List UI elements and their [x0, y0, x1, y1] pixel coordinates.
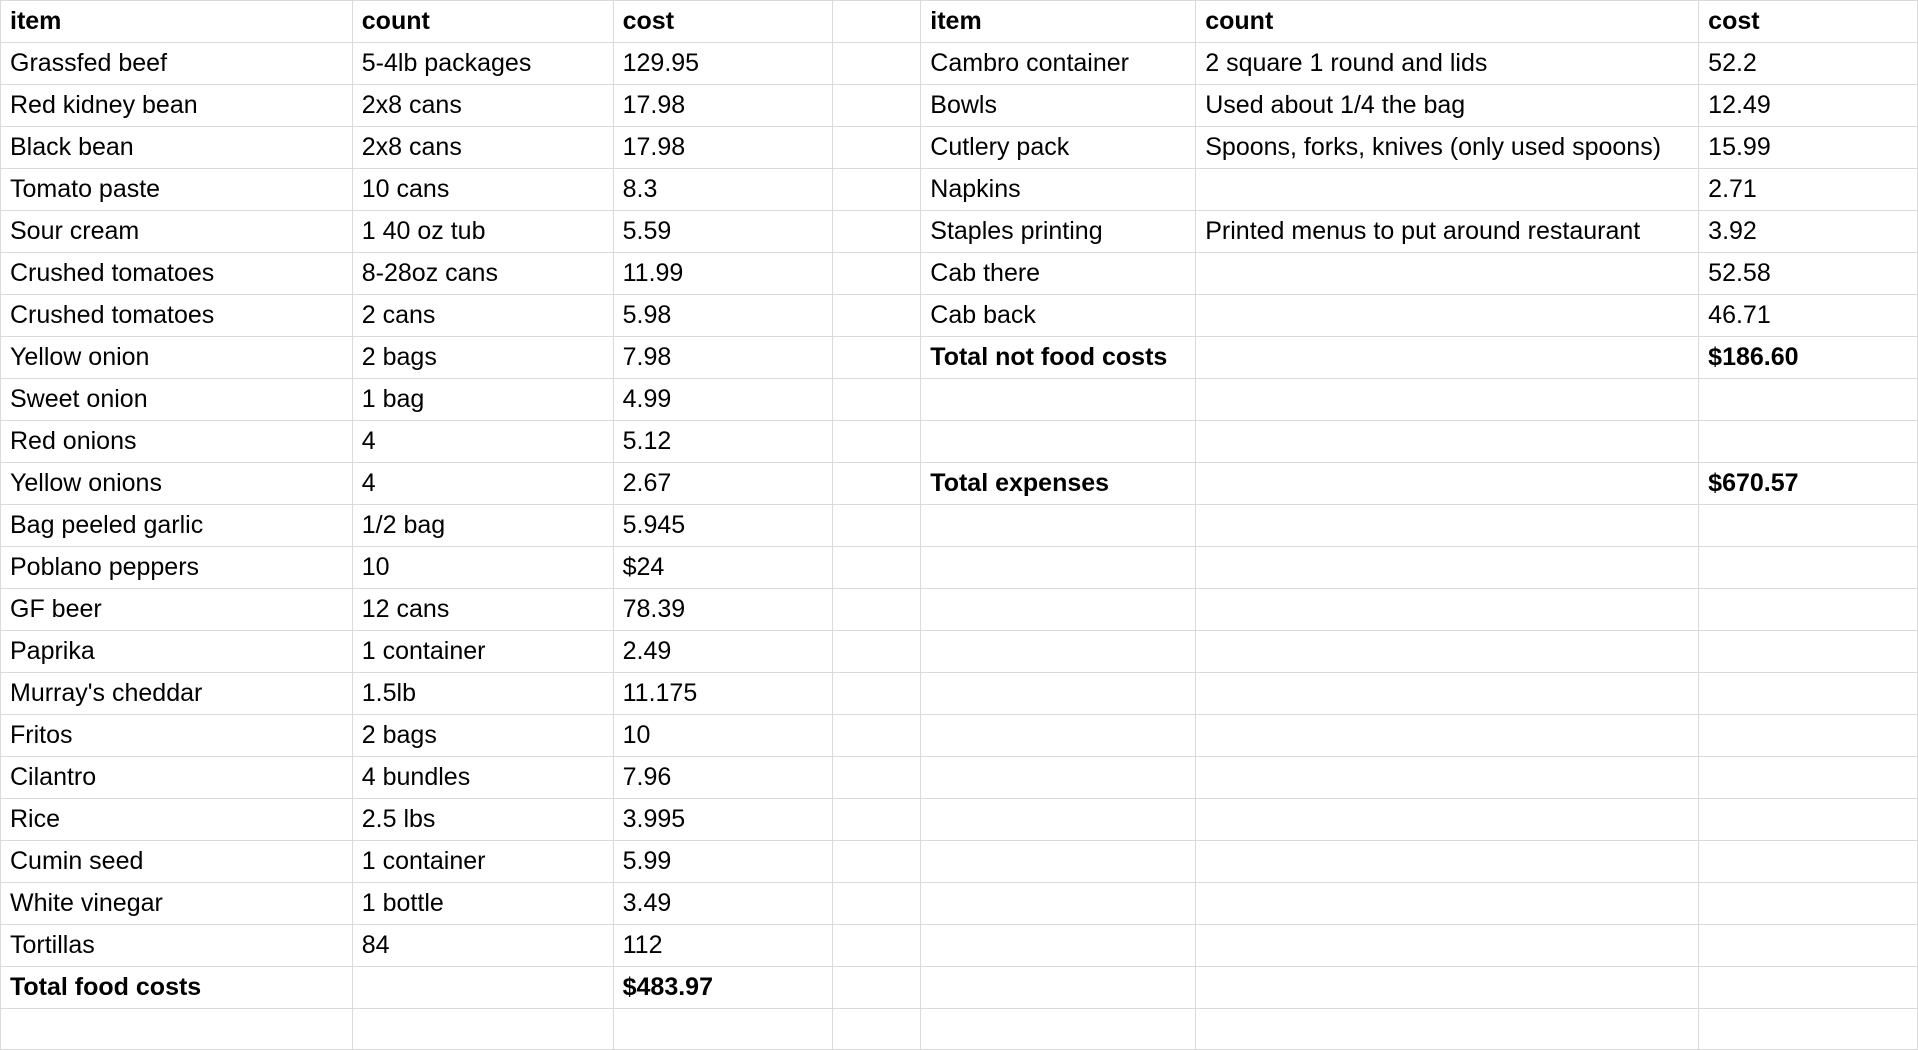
- cell-spacer[interactable]: [833, 757, 921, 799]
- table-row: [1, 43, 1918, 85]
- cell-nonfood-item[interactable]: [921, 1009, 1196, 1050]
- cell-food-count[interactable]: 4: [352, 421, 613, 463]
- table-row: [1, 589, 1918, 631]
- cell-food-item[interactable]: Crushed tomatoes: [1, 253, 353, 295]
- cell-food-count[interactable]: 2 bags: [352, 715, 613, 757]
- cell-nonfood-count[interactable]: [1196, 673, 1699, 715]
- cell-food-count[interactable]: 4 bundles: [352, 757, 613, 799]
- cell-spacer[interactable]: [833, 295, 921, 337]
- cell-spacer[interactable]: [833, 715, 921, 757]
- cell-food-item[interactable]: Black bean: [1, 127, 353, 169]
- cell-nonfood-count[interactable]: [1196, 337, 1699, 379]
- grid-body: [1, 1, 1918, 1050]
- cell-spacer[interactable]: [833, 1009, 921, 1050]
- cell-food-count[interactable]: 8-28oz cans: [352, 253, 613, 295]
- cell-food-cost[interactable]: 11.99: [613, 253, 833, 295]
- cell-nonfood-item[interactable]: [921, 883, 1196, 925]
- cell-nonfood-cost[interactable]: 52.2: [1699, 43, 1918, 85]
- cell-nonfood-cost[interactable]: 46.71: [1699, 295, 1918, 337]
- cell-spacer[interactable]: [833, 127, 921, 169]
- cell-nonfood-item[interactable]: [921, 967, 1196, 1009]
- cell-food-item[interactable]: Crushed tomatoes: [1, 295, 353, 337]
- cell-nonfood-cost[interactable]: [1699, 925, 1918, 967]
- cell-nonfood-item[interactable]: Total not food costs: [921, 337, 1196, 379]
- cell-nonfood-item[interactable]: Cambro container: [921, 43, 1196, 85]
- cell-food-item[interactable]: Fritos: [1, 715, 353, 757]
- cell-nonfood-count[interactable]: [1196, 841, 1699, 883]
- cell-nonfood-cost[interactable]: [1699, 673, 1918, 715]
- table-row: [1, 925, 1918, 967]
- table-row: [1, 505, 1918, 547]
- cell-food-item[interactable]: White vinegar: [1, 883, 353, 925]
- cell-food-cost[interactable]: 129.95: [613, 43, 833, 85]
- cell-nonfood-count[interactable]: count: [1196, 1, 1699, 43]
- cell-nonfood-count[interactable]: [1196, 631, 1699, 673]
- table-row: [1, 253, 1918, 295]
- cell-nonfood-count[interactable]: [1196, 589, 1699, 631]
- cell-nonfood-item[interactable]: [921, 715, 1196, 757]
- cell-nonfood-count[interactable]: [1196, 883, 1699, 925]
- cell-food-item[interactable]: Red onions: [1, 421, 353, 463]
- cell-food-cost[interactable]: [613, 1009, 833, 1050]
- cell-nonfood-item[interactable]: [921, 631, 1196, 673]
- cell-nonfood-item[interactable]: [921, 925, 1196, 967]
- table-row: [1, 1009, 1918, 1050]
- cell-food-count[interactable]: 1.5lb: [352, 673, 613, 715]
- cell-food-cost[interactable]: 5.945: [613, 505, 833, 547]
- table-row: [1, 883, 1918, 925]
- cell-food-item[interactable]: Sour cream: [1, 211, 353, 253]
- cell-food-cost[interactable]: 5.98: [613, 295, 833, 337]
- cell-nonfood-cost[interactable]: 15.99: [1699, 127, 1918, 169]
- cell-nonfood-item[interactable]: [921, 379, 1196, 421]
- cell-food-count[interactable]: [352, 967, 613, 1009]
- cell-food-item[interactable]: Yellow onions: [1, 463, 353, 505]
- cell-food-count[interactable]: 5-4lb packages: [352, 43, 613, 85]
- cell-nonfood-cost[interactable]: cost: [1699, 1, 1918, 43]
- cell-spacer[interactable]: [833, 85, 921, 127]
- cell-nonfood-cost[interactable]: [1699, 967, 1918, 1009]
- table-row: [1, 211, 1918, 253]
- cell-food-count[interactable]: 12 cans: [352, 589, 613, 631]
- table-row: [1, 673, 1918, 715]
- cell-food-count[interactable]: 1 40 oz tub: [352, 211, 613, 253]
- cell-nonfood-item[interactable]: [921, 799, 1196, 841]
- cell-food-count[interactable]: 10: [352, 547, 613, 589]
- cell-food-item[interactable]: [1, 1009, 353, 1050]
- cell-food-cost[interactable]: $483.97: [613, 967, 833, 1009]
- cell-spacer[interactable]: [833, 967, 921, 1009]
- cell-food-count[interactable]: 1 container: [352, 631, 613, 673]
- cell-nonfood-item[interactable]: item: [921, 1, 1196, 43]
- cell-food-cost[interactable]: 8.3: [613, 169, 833, 211]
- cell-nonfood-item[interactable]: Bowls: [921, 85, 1196, 127]
- cell-nonfood-item[interactable]: [921, 505, 1196, 547]
- cell-nonfood-item[interactable]: [921, 757, 1196, 799]
- cell-spacer[interactable]: [833, 379, 921, 421]
- cell-nonfood-cost[interactable]: [1699, 841, 1918, 883]
- cell-nonfood-item[interactable]: [921, 421, 1196, 463]
- cell-nonfood-item[interactable]: [921, 547, 1196, 589]
- cell-food-cost[interactable]: 17.98: [613, 85, 833, 127]
- table-row: [1, 85, 1918, 127]
- cell-food-count[interactable]: 1 bag: [352, 379, 613, 421]
- cell-nonfood-cost[interactable]: $670.57: [1699, 463, 1918, 505]
- cell-food-item[interactable]: Grassfed beef: [1, 43, 353, 85]
- cell-nonfood-cost[interactable]: [1699, 547, 1918, 589]
- cell-spacer[interactable]: [833, 883, 921, 925]
- cell-food-count[interactable]: 2 bags: [352, 337, 613, 379]
- table-row: [1, 631, 1918, 673]
- cell-nonfood-cost[interactable]: [1699, 631, 1918, 673]
- cell-nonfood-count[interactable]: [1196, 379, 1699, 421]
- table-row: [1, 379, 1918, 421]
- cell-food-count[interactable]: 2.5 lbs: [352, 799, 613, 841]
- cell-food-item[interactable]: Poblano peppers: [1, 547, 353, 589]
- cell-food-cost[interactable]: 112: [613, 925, 833, 967]
- cell-nonfood-cost[interactable]: [1699, 589, 1918, 631]
- cell-food-item[interactable]: Cilantro: [1, 757, 353, 799]
- cell-nonfood-item[interactable]: Total expenses: [921, 463, 1196, 505]
- cell-nonfood-cost[interactable]: 3.92: [1699, 211, 1918, 253]
- cell-nonfood-count[interactable]: [1196, 505, 1699, 547]
- cell-nonfood-count[interactable]: [1196, 1009, 1699, 1050]
- cell-spacer[interactable]: [833, 169, 921, 211]
- cell-food-count[interactable]: 1 bottle: [352, 883, 613, 925]
- table-row: [1, 547, 1918, 589]
- cell-nonfood-count[interactable]: [1196, 967, 1699, 1009]
- table-row: [1, 757, 1918, 799]
- cell-food-item[interactable]: Murray's cheddar: [1, 673, 353, 715]
- cell-nonfood-count[interactable]: [1196, 757, 1699, 799]
- cell-nonfood-cost[interactable]: [1699, 883, 1918, 925]
- cell-food-cost[interactable]: 3.49: [613, 883, 833, 925]
- cell-food-cost[interactable]: 4.99: [613, 379, 833, 421]
- cell-food-count[interactable]: 4: [352, 463, 613, 505]
- table-row: [1, 421, 1918, 463]
- cell-nonfood-cost[interactable]: [1699, 505, 1918, 547]
- cell-nonfood-cost[interactable]: 2.71: [1699, 169, 1918, 211]
- cell-nonfood-cost[interactable]: [1699, 1009, 1918, 1050]
- cell-food-cost[interactable]: 78.39: [613, 589, 833, 631]
- cell-nonfood-count[interactable]: Used about 1/4 the bag: [1196, 85, 1699, 127]
- cell-food-cost[interactable]: 5.99: [613, 841, 833, 883]
- table-row: [1, 463, 1918, 505]
- cell-nonfood-count[interactable]: [1196, 799, 1699, 841]
- cell-nonfood-item[interactable]: Cutlery pack: [921, 127, 1196, 169]
- cell-food-item[interactable]: Tomato paste: [1, 169, 353, 211]
- header-row: [1, 1, 1918, 43]
- cell-food-item[interactable]: Total food costs: [1, 967, 353, 1009]
- table-row: [1, 799, 1918, 841]
- table-row: [1, 715, 1918, 757]
- cell-nonfood-item[interactable]: [921, 673, 1196, 715]
- cell-nonfood-cost[interactable]: [1699, 421, 1918, 463]
- cell-food-cost[interactable]: 2.49: [613, 631, 833, 673]
- cell-food-cost[interactable]: 11.175: [613, 673, 833, 715]
- cell-nonfood-cost[interactable]: [1699, 757, 1918, 799]
- cell-nonfood-cost[interactable]: [1699, 379, 1918, 421]
- cell-nonfood-cost[interactable]: [1699, 799, 1918, 841]
- cell-nonfood-cost[interactable]: 12.49: [1699, 85, 1918, 127]
- cell-spacer[interactable]: [833, 631, 921, 673]
- cell-food-count[interactable]: 2x8 cans: [352, 85, 613, 127]
- cell-spacer[interactable]: [833, 463, 921, 505]
- cell-food-cost[interactable]: 3.995: [613, 799, 833, 841]
- cell-food-item[interactable]: Yellow onion: [1, 337, 353, 379]
- cell-food-count[interactable]: 84: [352, 925, 613, 967]
- cell-spacer[interactable]: [833, 547, 921, 589]
- cell-nonfood-count[interactable]: [1196, 463, 1699, 505]
- cell-food-cost[interactable]: 5.59: [613, 211, 833, 253]
- cell-food-cost[interactable]: 7.98: [613, 337, 833, 379]
- cell-spacer[interactable]: [833, 253, 921, 295]
- cell-nonfood-count[interactable]: Printed menus to put around restaurant: [1196, 211, 1699, 253]
- cell-spacer[interactable]: [833, 799, 921, 841]
- cell-food-count[interactable]: count: [352, 1, 613, 43]
- cell-food-item[interactable]: Tortillas: [1, 925, 353, 967]
- cell-food-item[interactable]: Sweet onion: [1, 379, 353, 421]
- cell-nonfood-count[interactable]: [1196, 253, 1699, 295]
- cell-nonfood-item[interactable]: Cab there: [921, 253, 1196, 295]
- cell-nonfood-cost[interactable]: 52.58: [1699, 253, 1918, 295]
- table-row: [1, 337, 1918, 379]
- table-row: [1, 295, 1918, 337]
- cell-nonfood-item[interactable]: Cab back: [921, 295, 1196, 337]
- cell-nonfood-count[interactable]: [1196, 925, 1699, 967]
- cell-nonfood-item[interactable]: Staples printing: [921, 211, 1196, 253]
- cell-nonfood-cost[interactable]: [1699, 715, 1918, 757]
- table-row: [1, 841, 1918, 883]
- cell-spacer[interactable]: [833, 673, 921, 715]
- cell-spacer[interactable]: [833, 505, 921, 547]
- cell-food-cost[interactable]: 17.98: [613, 127, 833, 169]
- cell-spacer[interactable]: [833, 337, 921, 379]
- cell-food-count[interactable]: 10 cans: [352, 169, 613, 211]
- cell-spacer[interactable]: [833, 421, 921, 463]
- cell-food-item[interactable]: Rice: [1, 799, 353, 841]
- cell-spacer[interactable]: [833, 925, 921, 967]
- cell-nonfood-count[interactable]: [1196, 295, 1699, 337]
- cell-food-cost[interactable]: $24: [613, 547, 833, 589]
- cell-nonfood-cost[interactable]: $186.60: [1699, 337, 1918, 379]
- cell-food-item[interactable]: Paprika: [1, 631, 353, 673]
- cell-nonfood-item[interactable]: [921, 841, 1196, 883]
- cell-spacer[interactable]: [833, 211, 921, 253]
- cell-nonfood-count[interactable]: 2 square 1 round and lids: [1196, 43, 1699, 85]
- cell-food-cost[interactable]: 5.12: [613, 421, 833, 463]
- cell-food-count[interactable]: 1 container: [352, 841, 613, 883]
- cell-food-cost[interactable]: 2.67: [613, 463, 833, 505]
- cell-spacer[interactable]: [833, 589, 921, 631]
- cell-nonfood-count[interactable]: Spoons, forks, knives (only used spoons): [1196, 127, 1699, 169]
- table-row: [1, 127, 1918, 169]
- cell-nonfood-item[interactable]: [921, 589, 1196, 631]
- cell-nonfood-count[interactable]: [1196, 421, 1699, 463]
- cell-food-count[interactable]: [352, 1009, 613, 1050]
- cell-food-count[interactable]: 2x8 cans: [352, 127, 613, 169]
- cell-food-cost[interactable]: 7.96: [613, 757, 833, 799]
- cell-food-item[interactable]: Bag peeled garlic: [1, 505, 353, 547]
- cell-food-item[interactable]: Cumin seed: [1, 841, 353, 883]
- table-row: [1, 967, 1918, 1009]
- cell-spacer[interactable]: [833, 841, 921, 883]
- cell-nonfood-count[interactable]: [1196, 715, 1699, 757]
- cell-spacer[interactable]: [833, 1, 921, 43]
- cell-nonfood-item[interactable]: Napkins: [921, 169, 1196, 211]
- cell-food-cost[interactable]: 10: [613, 715, 833, 757]
- cell-food-item[interactable]: item: [1, 1, 353, 43]
- cell-food-item[interactable]: Red kidney bean: [1, 85, 353, 127]
- cell-spacer[interactable]: [833, 43, 921, 85]
- cell-nonfood-count[interactable]: [1196, 169, 1699, 211]
- cell-food-count[interactable]: 2 cans: [352, 295, 613, 337]
- cell-food-count[interactable]: 1/2 bag: [352, 505, 613, 547]
- cell-food-item[interactable]: GF beer: [1, 589, 353, 631]
- cell-food-cost[interactable]: cost: [613, 1, 833, 43]
- cell-nonfood-count[interactable]: [1196, 547, 1699, 589]
- table-row: [1, 169, 1918, 211]
